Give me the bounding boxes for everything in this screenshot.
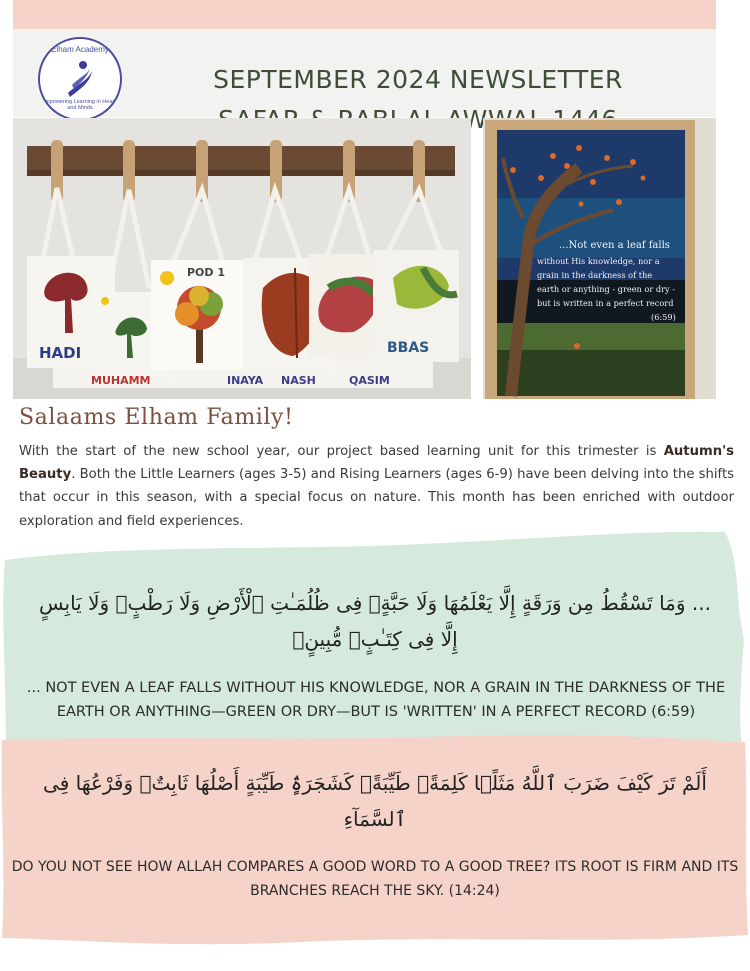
elham-academy-logo xyxy=(38,37,122,121)
bag-label-nash: NASH xyxy=(281,374,316,387)
bag-label-hadi: HADI xyxy=(39,344,82,362)
quran-verse-translation-14-24: DO YOU NOT SEE HOW ALLAH COMPARES A GOOD WORD TO A GOOD TREE? ITS ROOT IS FIRM AND ITS BRANCHES REACH THE SKY. (14:24) xyxy=(11,859,739,899)
intro-text-end: . Both the Little Learners (ages 3-5) and Rising Learners (ages 6-9) have been delving into the shifts that occur in this season, with a special focus on nature. This month has been enriched with outdoor exploration and field experiences. xyxy=(19,467,734,529)
bag-label-pod: POD 1 xyxy=(187,266,226,279)
logo-name: Elham Academy xyxy=(51,45,109,54)
logo-tagline: Empowering Learning in Hearts and Minds xyxy=(41,99,119,111)
chalk-line-1: ...Not even a leaf falls xyxy=(559,240,670,251)
newsletter-header xyxy=(13,29,716,117)
chalk-line-6: (6:59) xyxy=(651,312,676,322)
intro-paragraph xyxy=(19,440,734,533)
quran-verse-translation-6-59: ... NOT EVEN A LEAF FALLS WITHOUT HIS KNOWLEDGE, NOR A GRAIN IN THE DARKNESS OF THE EARTH OR ANYTHING—GREEN OR DRY—BUT IS 'WRITTEN' IN A PERFECT RECORD (6:59) xyxy=(26,680,726,720)
chalk-line-5: but is written in a perfect record xyxy=(537,298,674,308)
chalk-line-4: earth or anything - green or dry - xyxy=(537,284,676,294)
newsletter-title: SEPTEMBER 2024 NEWSLETTER xyxy=(213,65,623,94)
chalk-line-3: grain in the darkness of the xyxy=(537,270,653,280)
top-banner xyxy=(13,0,716,29)
unit-name: Autumn's Beauty xyxy=(19,444,734,483)
bag-label-qasim: QASIM xyxy=(349,374,390,387)
intro-text-start: With the start of the new school year, our project based learning unit for this trimester is xyxy=(19,444,664,459)
bag-label-muhamm: MUHAMM xyxy=(91,374,151,387)
chalkboard-photo xyxy=(483,118,716,399)
bag-label-bbas: BBAS xyxy=(387,340,430,356)
greeting-heading: Salaams Elham Family! xyxy=(19,405,294,430)
tote-bags-photo xyxy=(13,118,471,399)
bag-label-inaya: INAYA xyxy=(227,374,264,387)
quran-verse-arabic-6-59: ... وَمَا تَسْقُطُ مِن وَرَقَةٍ إِلَّا يَعْلَمُهَا وَلَا حَبَّةٍۢ فِى ظُلُمَـٰتِ ٱلْأَرْضِ وَلَا رَطْبٍۢ وَلَا يَابِسٍ إِلَّا فِى كِتَـٰبٍۢ مُّبِينٍۢ xyxy=(39,591,711,651)
quran-verse-arabic-14-24: أَلَمْ تَرَ كَيْفَ ضَرَبَ ٱللَّهُ مَثَلًۭا كَلِمَةًۭ طَيِّبَةًۭ كَشَجَرَةٍۢ طَيِّبَةٍ أَصْلُهَا ثَابِتٌۭ وَفَرْعُهَا فِى ٱلسَّمَآءِ xyxy=(43,771,707,831)
chalk-line-2: without His knowledge, nor a xyxy=(537,256,660,266)
